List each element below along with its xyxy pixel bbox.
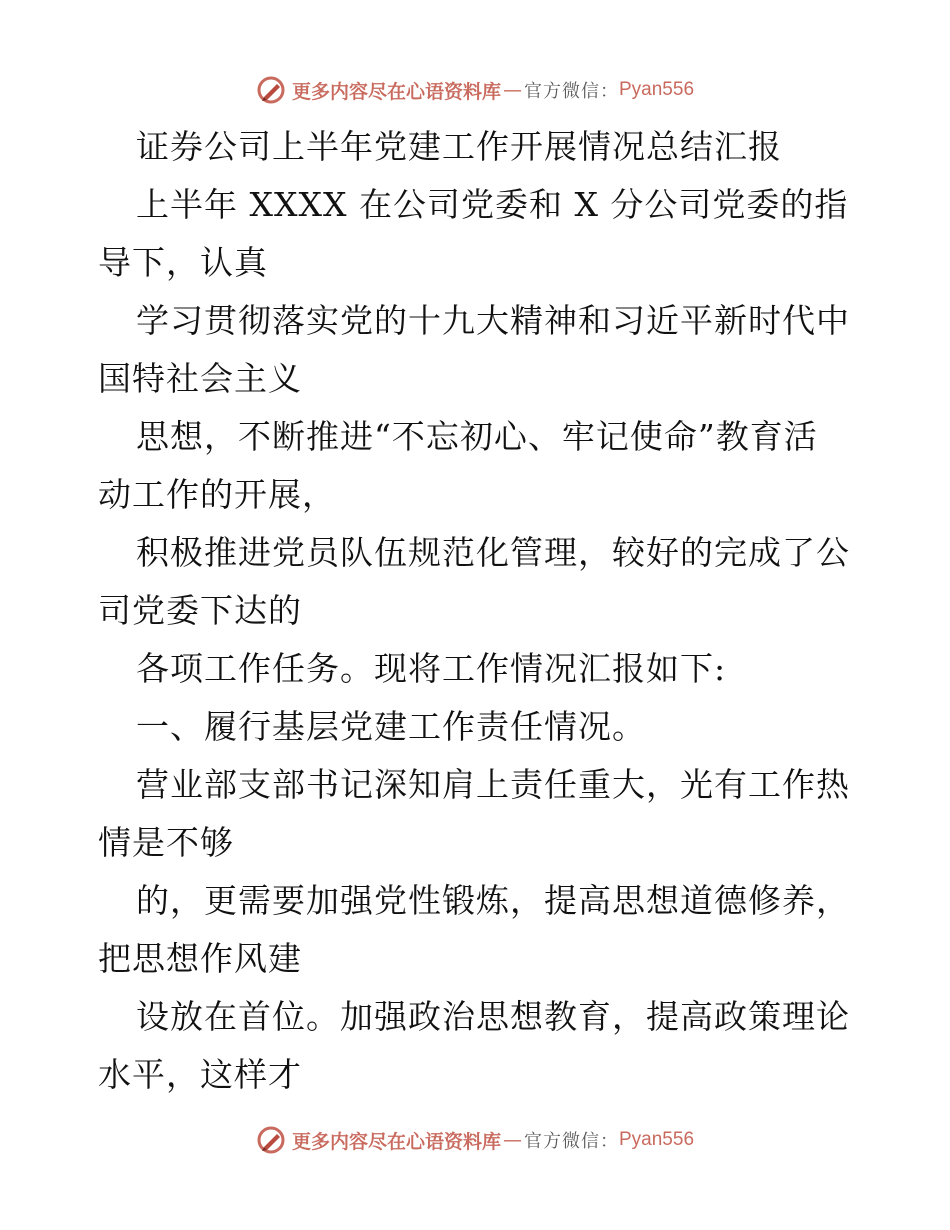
text-line: 的，更需要加强党性锻炼，提高思想道德修养，	[136, 881, 850, 920]
text-line: 上半年 XXXX 在公司党委和 X 分公司党委的指	[136, 185, 849, 224]
banner-slogan: 更多内容尽在心语资料库	[291, 1130, 501, 1153]
pen-logo-icon	[256, 75, 286, 105]
text-line: 国特社会主义	[98, 359, 302, 398]
text-line: 设放在首位。加强政治思想教育，提高政策理论	[136, 997, 850, 1036]
document-body	[98, 118, 858, 1104]
pen-logo-icon	[256, 1125, 286, 1155]
footer-banner	[0, 1120, 950, 1160]
banner-slogan: 更多内容尽在心语资料库	[291, 80, 501, 103]
text-line: 积极推进党员队伍规范化管理，较好的完成了公	[136, 533, 850, 572]
text-line: 一、履行基层党建工作责任情况。	[136, 707, 646, 746]
text-line: 思想，不断推进“不忘初心、牢记使命”教育活	[136, 417, 818, 456]
text-line: 水平，这样才	[98, 1055, 302, 1094]
banner-wechat-id: Pyan556	[619, 79, 695, 100]
banner-wechat-id: Pyan556	[619, 1129, 695, 1150]
banner-wechat-label: 官方微信：	[524, 1131, 619, 1152]
banner-wechat-label: 官方微信：	[524, 81, 619, 102]
text-line: 动工作的开展，	[98, 475, 336, 514]
text-line: 把思想作风建	[98, 939, 302, 978]
text-line: 导下，认真	[98, 243, 268, 282]
text-line: 各项工作任务。现将工作情况汇报如下:	[136, 649, 727, 688]
banner-dash: —	[503, 79, 522, 101]
text-line: 营业部支部书记深知肩上责任重大，光有工作热	[136, 765, 850, 804]
text-line: 学习贯彻落实党的十九大精神和习近平新时代中	[136, 301, 850, 340]
banner-dash: —	[503, 1129, 522, 1151]
text-line: 证券公司上半年党建工作开展情况总结汇报	[136, 127, 782, 166]
text-line: 情是不够	[98, 823, 234, 862]
header-banner	[0, 70, 950, 110]
text-line: 司党委下达的	[98, 591, 302, 630]
